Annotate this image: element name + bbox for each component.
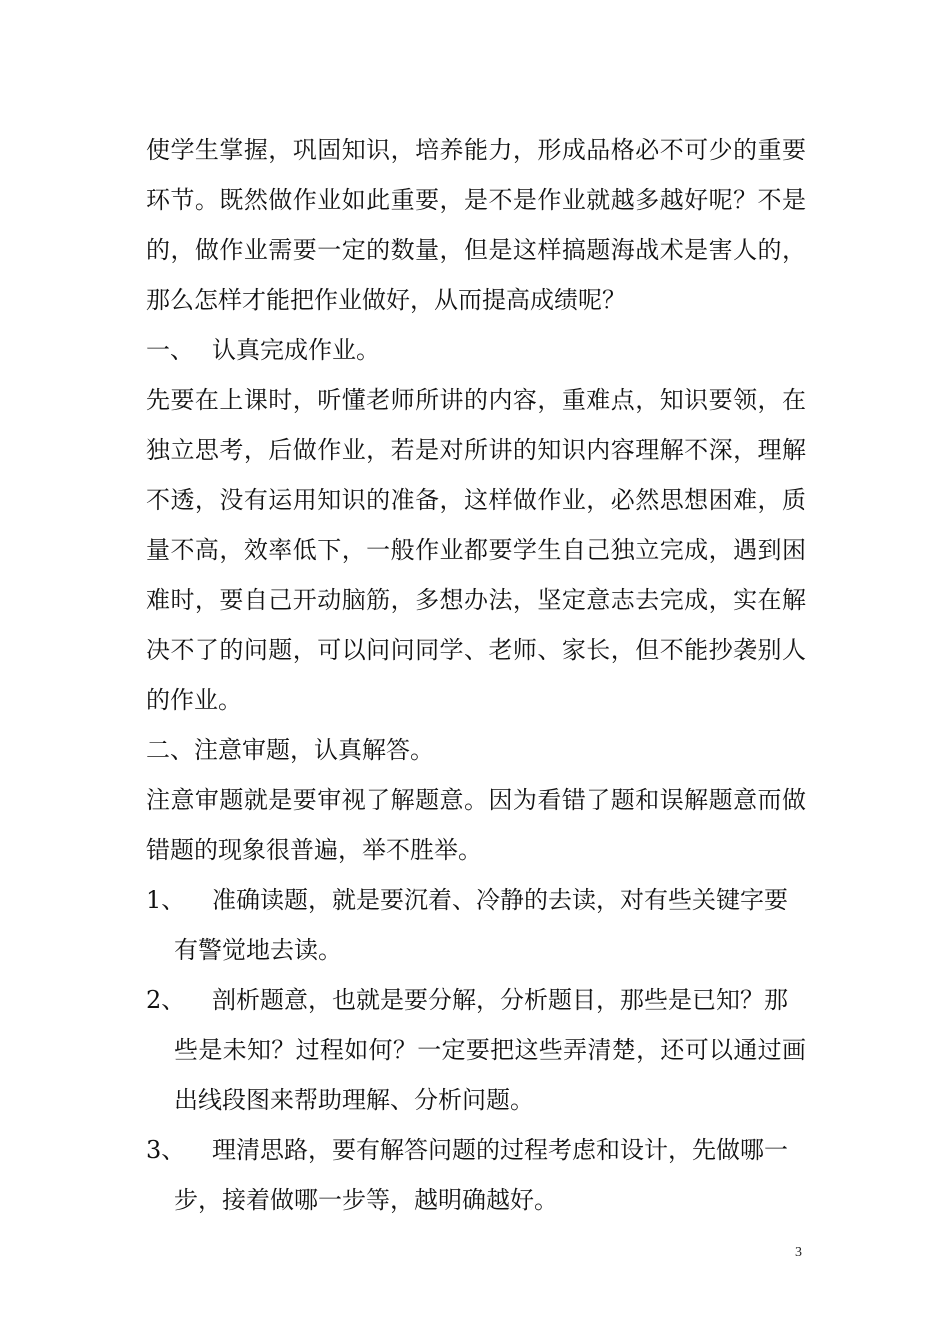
list-item-continuation: 些是未知？过程如何？一定要把这些弄清楚，还可以通过画出线段图来帮助理解、分析问题。: [174, 1036, 806, 1114]
section-1-paragraph: 先要在上课时，听懂老师所讲的内容，重难点，知识要领，在独立思考，后做作业，若是对所讲的知识内容理解不深，理解不透，没有运用知识的准备，这样做作业，必然思想困难，质量不高，效率低下，一般作业都要学生自己独立完成，遇到困难时，要自己开动脑筋，多想办法，坚定意志去完成，实在解决不了的问题，可以问问同学、老师、家长，但不能抄袭别人的作业。: [146, 386, 806, 714]
list-item: [146, 1125, 806, 1225]
list-item-first-line: [146, 875, 806, 925]
section-1-heading: [146, 325, 806, 375]
list-item: [146, 875, 806, 975]
list-item: [146, 975, 806, 1125]
list-item-number: 2、: [146, 986, 186, 1014]
section-1-title: 认真完成作业。: [212, 336, 380, 364]
page-number: 3: [795, 1245, 802, 1260]
list-item-continuation: 步，接着做哪一步等，越明确越好。: [174, 1186, 558, 1214]
list-item-number: 3、: [146, 1136, 186, 1164]
document-body: [146, 125, 806, 1225]
list-item-first-line: [146, 1125, 806, 1175]
intro-paragraph: 使学生掌握，巩固知识，培养能力，形成品格必不可少的重要环节。既然做作业如此重要，是不是作业就越多越好呢？不是的，做作业需要一定的数量，但是这样搞题海战术是害人的，那么怎样才能把作业做好，从而提高成绩呢？: [146, 136, 806, 314]
list-item-number: 1、: [146, 886, 186, 914]
list-item-first-text: 剖析题意，也就是要分解，分析题目，那些是已知？那: [212, 986, 788, 1014]
section-2-paragraph: 注意审题就是要审视了解题意。因为看错了题和误解题意而做错题的现象很普遍，举不胜举。: [146, 786, 806, 864]
list-item-first-line: [146, 975, 806, 1025]
list-item-first-text: 准确读题，就是要沉着、冷静的去读，对有些关键字要: [212, 886, 788, 914]
list-item-continuation: 有警觉地去读。: [174, 936, 342, 964]
section-2-heading: 二、注意审题，认真解答。: [146, 736, 434, 764]
list-item-first-text: 理清思路，要有解答问题的过程考虑和设计，先做哪一: [212, 1136, 788, 1164]
section-1-number: 一、: [146, 336, 194, 364]
